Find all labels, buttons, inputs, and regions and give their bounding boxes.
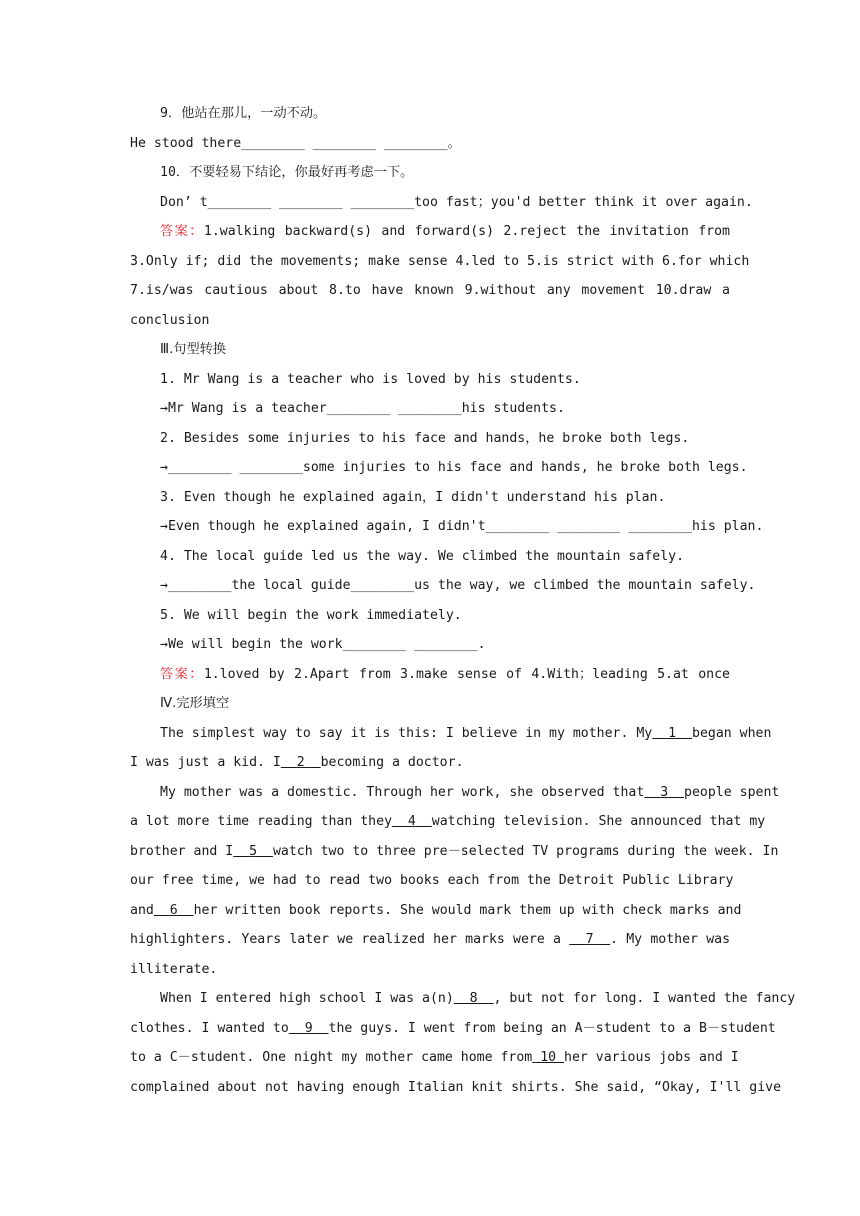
- item-10-english: Don’ t________ ________ ________too fast；you'd better think it over again.: [160, 195, 753, 210]
- blank-6: 6: [169, 903, 178, 918]
- answer-label: 答案：: [160, 667, 204, 682]
- passage-line-3: My mother was a domestic. Through her work, she observed that 3 people spent: [160, 785, 780, 800]
- blank-5: 5: [249, 844, 258, 859]
- blank-10: 10: [540, 1050, 557, 1065]
- blank-1: 1: [668, 726, 677, 741]
- blank-9: 9: [304, 1021, 313, 1036]
- item-9-english: He stood there________ ________ ________。: [130, 136, 461, 151]
- answer-label: 答案：: [160, 224, 204, 239]
- iii-q5: 5. We will begin the work immediately.: [160, 608, 462, 623]
- passage-line-9: illiterate.: [130, 962, 218, 977]
- section-iii-heading: Ⅲ.句型转换: [160, 342, 227, 357]
- answers-ii-line-3: 7.is/was cautious about 8.to have known 9.without any movement 10.draw a: [130, 283, 730, 298]
- passage-line-6: our free time, we had to read two books each from the Detroit Public Library: [130, 873, 734, 888]
- iii-q4: 4. The local guide led us the way. We climbed the mountain safely.: [160, 549, 685, 564]
- passage-line-5: brother and I 5 watch two to three pre－selected TV programs during the week. In: [130, 844, 779, 859]
- iii-q2: 2. Besides some injuries to his face and hands，he broke both legs.: [160, 431, 690, 446]
- iii-q1: 1. Mr Wang is a teacher who is loved by his students.: [160, 372, 581, 387]
- passage-line-11: clothes. I wanted to 9 the guys. I went from being an A－student to a B－student: [130, 1021, 776, 1036]
- passage-line-8: highlighters. Years later we realized her marks were a 7 . My mother was: [130, 932, 731, 947]
- iii-q2-rewrite: →________ ________some injuries to his face and hands, he broke both legs.: [160, 460, 748, 475]
- answers-ii-line-4: conclusion: [130, 313, 210, 328]
- blank-7: 7: [585, 932, 594, 947]
- item-10-chinese: 10．不要轻易下结论，你最好再考虑一下。: [160, 165, 414, 180]
- item-9-chinese: 9．他站在那儿，一动不动。: [160, 106, 327, 121]
- iii-q4-rewrite: →________the local guide________us the way, we climbed the mountain safely.: [160, 578, 756, 593]
- passage-line-13: complained about not having enough Italian knit shirts. She said, “Okay, I'll give: [130, 1080, 782, 1095]
- iii-q3-rewrite: →Even though he explained again, I didn't________ ________ ________his plan.: [160, 519, 764, 534]
- passage-line-1: The simplest way to say it is this: I believe in my mother. My 1 began when: [160, 726, 772, 741]
- passage-line-12: to a C－student. One night my mother came home from 10 her various jobs and I: [130, 1050, 739, 1065]
- blank-8: 8: [469, 991, 478, 1006]
- section-iv-heading: Ⅳ.完形填空: [160, 696, 230, 711]
- answers-iii: 答案：1.loved by 2.Apart from 3.make sense of 4.With；leading 5.at once: [160, 667, 730, 682]
- blank-2: 2: [296, 755, 305, 770]
- passage-line-2: I was just a kid. I 2 becoming a doctor.: [130, 755, 464, 770]
- passage-line-4: a lot more time reading than they 4 watching television. She announced that my: [130, 814, 766, 829]
- blank-4: 4: [407, 814, 416, 829]
- passage-line-7: and 6 her written book reports. She would mark them up with check marks and: [130, 903, 742, 918]
- iii-q5-rewrite: →We will begin the work________ ________.: [160, 637, 486, 652]
- answers-ii-line-2: 3.Only if; did the movements; make sense 4.led to 5.is strict with 6.for which: [130, 254, 750, 269]
- passage-line-10: When I entered high school I was a(n) 8 , but not for long. I wanted the fancy: [160, 991, 796, 1006]
- blank-3: 3: [660, 785, 669, 800]
- iii-q3: 3. Even though he explained again，I didn't understand his plan.: [160, 490, 666, 505]
- iii-q1-rewrite: →Mr Wang is a teacher________ ________his students.: [160, 401, 565, 416]
- answers-ii-line-1: 答案：1.walking backward(s) and forward(s) 2.reject the invitation from: [160, 224, 730, 239]
